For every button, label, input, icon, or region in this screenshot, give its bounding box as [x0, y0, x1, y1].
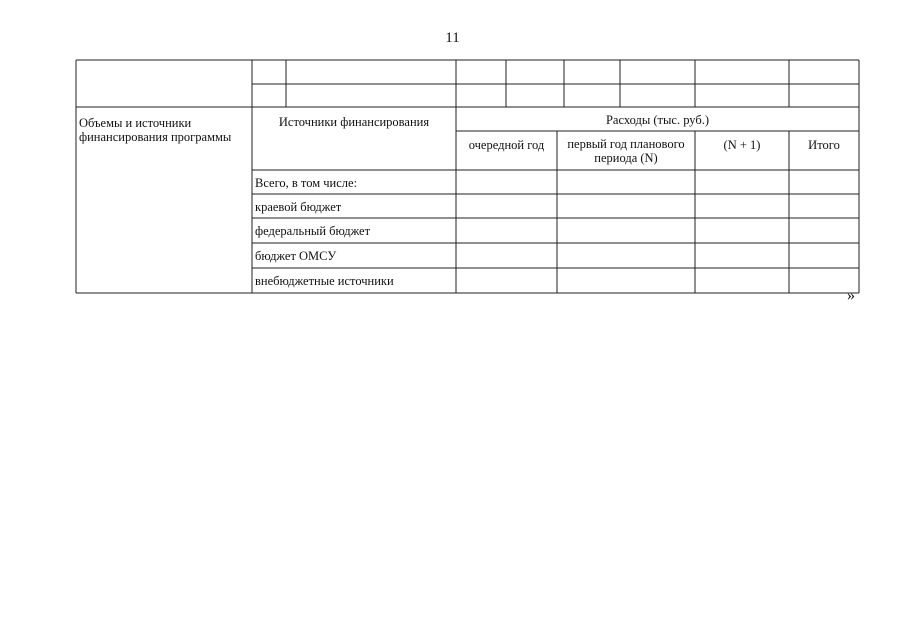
row-label: Всего, в том числе:: [255, 176, 358, 190]
expenses-header: Расходы (тыс. руб.): [605, 113, 710, 127]
column-header-n-plus-1: (N + 1): [723, 138, 761, 152]
row-label: бюджет ОМСУ: [255, 249, 337, 263]
row-label: краевой бюджет: [255, 200, 342, 214]
row-label: федеральный бюджет: [255, 224, 371, 238]
closing-quote: »: [847, 287, 855, 304]
column-header-first-plan-year: первый год планового периода (N): [567, 137, 685, 165]
sources-header: Источники финансирования: [278, 115, 430, 129]
row-label: внебюджетные источники: [255, 274, 394, 288]
page-number: 11: [445, 30, 460, 46]
column-header-next-year: очередной год: [468, 138, 545, 152]
left-label: Объемы и источники финансирования программы: [79, 116, 232, 144]
column-header-total: Итого: [808, 138, 840, 152]
